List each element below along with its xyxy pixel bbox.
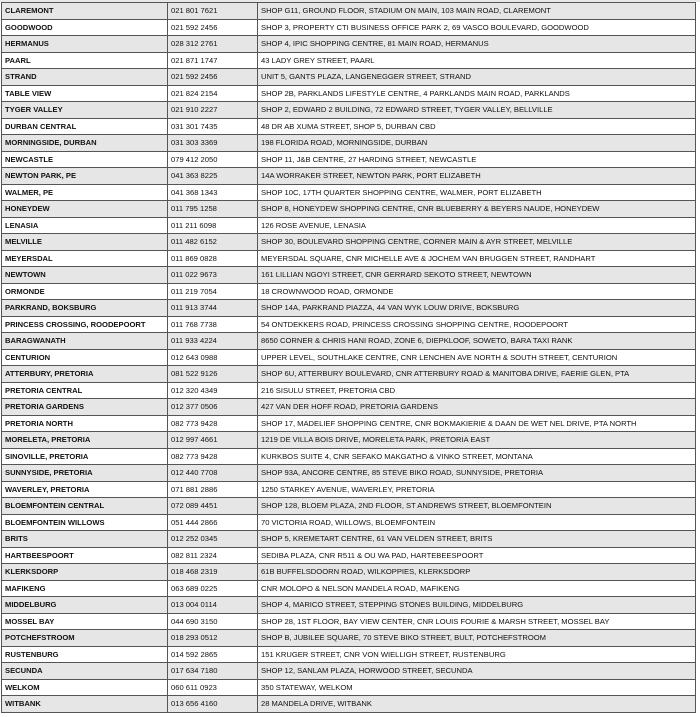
address-cell: 1219 DE VILLA BOIS DRIVE, MORELETA PARK, PRETORIA EAST [258, 432, 696, 449]
store-name-cell: WAVERLEY, PRETORIA [2, 481, 168, 498]
store-name-cell: TABLE VIEW [2, 85, 168, 102]
table-row [2, 432, 696, 449]
address-cell: SHOP 128, BLOEM PLAZA, 2ND FLOOR, ST ANDREWS STREET, BLOEMFONTEIN [258, 498, 696, 515]
address-cell: KURKBOS SUITE 4, CNR SEFAKO MAKGATHO & VINKO STREET, MONTANA [258, 448, 696, 465]
table-row [2, 333, 696, 350]
store-name-cell: PARKRAND, BOKSBURG [2, 300, 168, 317]
phone-number-cell: 011 933 4224 [168, 333, 258, 350]
table-row [2, 151, 696, 168]
store-name-cell: WALMER, PE [2, 184, 168, 201]
store-name-cell: HONEYDEW [2, 201, 168, 218]
address-cell: CNR MOLOPO & NELSON MANDELA ROAD, MAFIKENG [258, 580, 696, 597]
phone-number-cell: 011 913 3744 [168, 300, 258, 317]
table-row [2, 465, 696, 482]
table-row [2, 250, 696, 267]
table-row [2, 382, 696, 399]
store-name-cell: MIDDELBURG [2, 597, 168, 614]
phone-number-cell: 017 634 7180 [168, 663, 258, 680]
phone-number-cell: 041 363 8225 [168, 168, 258, 185]
table-row [2, 498, 696, 515]
phone-number-cell: 013 004 0114 [168, 597, 258, 614]
store-name-cell: NEWTON PARK, PE [2, 168, 168, 185]
address-cell: SHOP 17, MADELIEF SHOPPING CENTRE, CNR BOKMAKIERIE & DAAN DE WET NEL DRIVE, PTA NORTH [258, 415, 696, 432]
address-cell: 161 LILLIAN NGOYI STREET, CNR GERRARD SEKOTO STREET, NEWTOWN [258, 267, 696, 284]
table-row [2, 696, 696, 713]
phone-number-cell: 011 869 0828 [168, 250, 258, 267]
table-row [2, 580, 696, 597]
phone-number-cell: 063 689 0225 [168, 580, 258, 597]
address-cell: UNIT 5, GANTS PLAZA, LANGENEGGER STREET, STRAND [258, 69, 696, 86]
address-cell: 427 VAN DER HOFF ROAD, PRETORIA GARDENS [258, 399, 696, 416]
store-name-cell: SINOVILLE, PRETORIA [2, 448, 168, 465]
phone-number-cell: 012 997 4661 [168, 432, 258, 449]
address-cell: SEDIBA PLAZA, CNR R511 & OU WA PAD, HARTEBEESPOORT [258, 547, 696, 564]
table-row [2, 597, 696, 614]
phone-number-cell: 012 377 0506 [168, 399, 258, 416]
store-name-cell: PAARL [2, 52, 168, 69]
store-name-cell: MEYERSDAL [2, 250, 168, 267]
phone-number-cell: 011 219 7054 [168, 283, 258, 300]
table-row [2, 267, 696, 284]
address-cell: SHOP 28, 1ST FLOOR, BAY VIEW CENTER, CNR LOUIS FOURIE & MARSH STREET, MOSSEL BAY [258, 613, 696, 630]
store-name-cell: RUSTENBURG [2, 646, 168, 663]
address-cell: 61B BUFFELSDOORN ROAD, WILKOPPIES, KLERKSDORP [258, 564, 696, 581]
address-cell: SHOP B, JUBILEE SQUARE, 70 STEVE BIKO STREET, BULT, POTCHEFSTROOM [258, 630, 696, 647]
address-cell: SHOP 2, EDWARD 2 BUILDING, 72 EDWARD STREET, TYGER VALLEY, BELLVILLE [258, 102, 696, 119]
address-cell: 8650 CORNER & CHRIS HANI ROAD, ZONE 6, DIEPKLOOF, SOWETO, BARA TAXI RANK [258, 333, 696, 350]
address-cell: SHOP G11, GROUND FLOOR, STADIUM ON MAIN, 103 MAIN ROAD, CLAREMONT [258, 3, 696, 20]
phone-number-cell: 011 211 6098 [168, 217, 258, 234]
phone-number-cell: 011 795 1258 [168, 201, 258, 218]
phone-number-cell: 082 773 9428 [168, 415, 258, 432]
phone-number-cell: 012 440 7708 [168, 465, 258, 482]
store-directory-body [2, 3, 696, 713]
address-cell: 70 VICTORIA ROAD, WILLOWS, BLOEMFONTEIN [258, 514, 696, 531]
phone-number-cell: 031 303 3369 [168, 135, 258, 152]
store-name-cell: ATTERBURY, PRETORIA [2, 366, 168, 383]
store-name-cell: GOODWOOD [2, 19, 168, 36]
store-name-cell: BARAGWANATH [2, 333, 168, 350]
address-cell: SHOP 14A, PARKRAND PIAZZA, 44 VAN WYK LOUW DRIVE, BOKSBURG [258, 300, 696, 317]
store-name-cell: HARTBEESPOORT [2, 547, 168, 564]
phone-number-cell: 031 301 7435 [168, 118, 258, 135]
phone-number-cell: 044 690 3150 [168, 613, 258, 630]
address-cell: 151 KRUGER STREET, CNR VON WIELLIGH STREET, RUSTENBURG [258, 646, 696, 663]
address-cell: SHOP 6U, ATTERBURY BOULEVARD, CNR ATTERBURY ROAD & MANITOBA DRIVE, FAERIE GLEN, PTA [258, 366, 696, 383]
phone-number-cell: 071 881 2886 [168, 481, 258, 498]
table-row [2, 646, 696, 663]
store-name-cell: HERMANUS [2, 36, 168, 53]
address-cell: SHOP 10C, 17TH QUARTER SHOPPING CENTRE, WALMER, PORT ELIZABETH [258, 184, 696, 201]
table-row [2, 366, 696, 383]
phone-number-cell: 082 811 2324 [168, 547, 258, 564]
store-name-cell: STRAND [2, 69, 168, 86]
store-name-cell: BLOEMFONTEIN CENTRAL [2, 498, 168, 515]
phone-number-cell: 081 522 9126 [168, 366, 258, 383]
store-name-cell: MOSSEL BAY [2, 613, 168, 630]
address-cell: SHOP 4, IPIC SHOPPING CENTRE, 81 MAIN ROAD, HERMANUS [258, 36, 696, 53]
store-name-cell: PRETORIA NORTH [2, 415, 168, 432]
store-name-cell: CLAREMONT [2, 3, 168, 20]
table-row [2, 3, 696, 20]
store-name-cell: MAFIKENG [2, 580, 168, 597]
address-cell: 216 SISULU STREET, PRETORIA CBD [258, 382, 696, 399]
table-row [2, 283, 696, 300]
table-row [2, 85, 696, 102]
phone-number-cell: 021 824 2154 [168, 85, 258, 102]
table-row [2, 349, 696, 366]
address-cell: SHOP 4, MARICO STREET, STEPPING STONES BUILDING, MIDDELBURG [258, 597, 696, 614]
store-name-cell: ORMONDE [2, 283, 168, 300]
phone-number-cell: 018 468 2319 [168, 564, 258, 581]
address-cell: SHOP 12, SANLAM PLAZA, HORWOOD STREET, SECUNDA [258, 663, 696, 680]
table-row [2, 184, 696, 201]
table-row [2, 168, 696, 185]
table-row [2, 547, 696, 564]
table-row [2, 102, 696, 119]
table-row [2, 135, 696, 152]
phone-number-cell: 021 871 1747 [168, 52, 258, 69]
table-row [2, 234, 696, 251]
table-row [2, 19, 696, 36]
store-name-cell: KLERKSDORP [2, 564, 168, 581]
table-row [2, 564, 696, 581]
address-cell: 18 CROWNWOOD ROAD, ORMONDE [258, 283, 696, 300]
address-cell: 28 MANDELA DRIVE, WITBANK [258, 696, 696, 713]
store-name-cell: SUNNYSIDE, PRETORIA [2, 465, 168, 482]
store-directory-table [1, 2, 696, 713]
phone-number-cell: 021 801 7621 [168, 3, 258, 20]
table-row [2, 448, 696, 465]
phone-number-cell: 018 293 0512 [168, 630, 258, 647]
table-row [2, 399, 696, 416]
phone-number-cell: 021 910 2227 [168, 102, 258, 119]
phone-number-cell: 072 089 4451 [168, 498, 258, 515]
table-row [2, 531, 696, 548]
store-name-cell: BRITS [2, 531, 168, 548]
store-name-cell: CENTURION [2, 349, 168, 366]
phone-number-cell: 011 022 9673 [168, 267, 258, 284]
store-name-cell: MORELETA, PRETORIA [2, 432, 168, 449]
store-name-cell: WELKOM [2, 679, 168, 696]
store-name-cell: POTCHEFSTROOM [2, 630, 168, 647]
table-row [2, 663, 696, 680]
address-cell: 14A WORRAKER STREET, NEWTON PARK, PORT ELIZABETH [258, 168, 696, 185]
store-name-cell: PRETORIA GARDENS [2, 399, 168, 416]
address-cell: 48 DR AB XUMA STREET, SHOP 5, DURBAN CBD [258, 118, 696, 135]
address-cell: SHOP 30, BOULEVARD SHOPPING CENTRE, CORNER MAIN & AYR STREET, MELVILLE [258, 234, 696, 251]
address-cell: 1250 STARKEY AVENUE, WAVERLEY, PRETORIA [258, 481, 696, 498]
table-row [2, 52, 696, 69]
phone-number-cell: 011 768 7738 [168, 316, 258, 333]
table-row [2, 613, 696, 630]
table-row [2, 201, 696, 218]
table-row [2, 415, 696, 432]
store-name-cell: NEWCASTLE [2, 151, 168, 168]
phone-number-cell: 012 320 4349 [168, 382, 258, 399]
phone-number-cell: 011 482 6152 [168, 234, 258, 251]
phone-number-cell: 079 412 2050 [168, 151, 258, 168]
address-cell: 350 STATEWAY, WELKOM [258, 679, 696, 696]
store-name-cell: MORNINGSIDE, DURBAN [2, 135, 168, 152]
table-row [2, 630, 696, 647]
phone-number-cell: 012 643 0988 [168, 349, 258, 366]
store-name-cell: DURBAN CENTRAL [2, 118, 168, 135]
phone-number-cell: 021 592 2456 [168, 69, 258, 86]
address-cell: SHOP 11, J&B CENTRE, 27 HARDING STREET, NEWCASTLE [258, 151, 696, 168]
phone-number-cell: 013 656 4160 [168, 696, 258, 713]
table-row [2, 316, 696, 333]
store-name-cell: SECUNDA [2, 663, 168, 680]
store-name-cell: PRINCESS CROSSING, ROODEPOORT [2, 316, 168, 333]
address-cell: 198 FLORIDA ROAD, MORNINGSIDE, DURBAN [258, 135, 696, 152]
address-cell: SHOP 93A, ANCORE CENTRE, 85 STEVE BIKO ROAD, SUNNYSIDE, PRETORIA [258, 465, 696, 482]
address-cell: 126 ROSE AVENUE, LENASIA [258, 217, 696, 234]
address-cell: SHOP 5, KREMETART CENTRE, 61 VAN VELDEN STREET, BRITS [258, 531, 696, 548]
table-row [2, 514, 696, 531]
table-row [2, 300, 696, 317]
store-name-cell: WITBANK [2, 696, 168, 713]
table-row [2, 118, 696, 135]
phone-number-cell: 012 252 0345 [168, 531, 258, 548]
store-name-cell: LENASIA [2, 217, 168, 234]
phone-number-cell: 014 592 2865 [168, 646, 258, 663]
phone-number-cell: 051 444 2866 [168, 514, 258, 531]
phone-number-cell: 021 592 2456 [168, 19, 258, 36]
address-cell: SHOP 3, PROPERTY CTI BUSINESS OFFICE PARK 2, 69 VASCO BOULEVARD, GOODWOOD [258, 19, 696, 36]
table-row [2, 69, 696, 86]
store-name-cell: BLOEMFONTEIN WILLOWS [2, 514, 168, 531]
address-cell: UPPER LEVEL, SOUTHLAKE CENTRE, CNR LENCHEN AVE NORTH & SOUTH STREET, CENTURION [258, 349, 696, 366]
table-row [2, 217, 696, 234]
table-row [2, 679, 696, 696]
phone-number-cell: 041 368 1343 [168, 184, 258, 201]
phone-number-cell: 082 773 9428 [168, 448, 258, 465]
phone-number-cell: 060 611 0923 [168, 679, 258, 696]
address-cell: MEYERSDAL SQUARE, CNR MICHELLE AVE & JOCHEM VAN BRUGGEN STREET, RANDHART [258, 250, 696, 267]
address-cell: 54 ONTDEKKERS ROAD, PRINCESS CROSSING SHOPPING CENTRE, ROODEPOORT [258, 316, 696, 333]
store-name-cell: MELVILLE [2, 234, 168, 251]
address-cell: 43 LADY GREY STREET, PAARL [258, 52, 696, 69]
store-name-cell: PRETORIA CENTRAL [2, 382, 168, 399]
table-row [2, 36, 696, 53]
address-cell: SHOP 2B, PARKLANDS LIFESTYLE CENTRE, 4 PARKLANDS MAIN ROAD, PARKLANDS [258, 85, 696, 102]
store-name-cell: TYGER VALLEY [2, 102, 168, 119]
phone-number-cell: 028 312 2761 [168, 36, 258, 53]
address-cell: SHOP 8, HONEYDEW SHOPPING CENTRE, CNR BLUEBERRY & BEYERS NAUDE, HONEYDEW [258, 201, 696, 218]
store-name-cell: NEWTOWN [2, 267, 168, 284]
table-row [2, 481, 696, 498]
